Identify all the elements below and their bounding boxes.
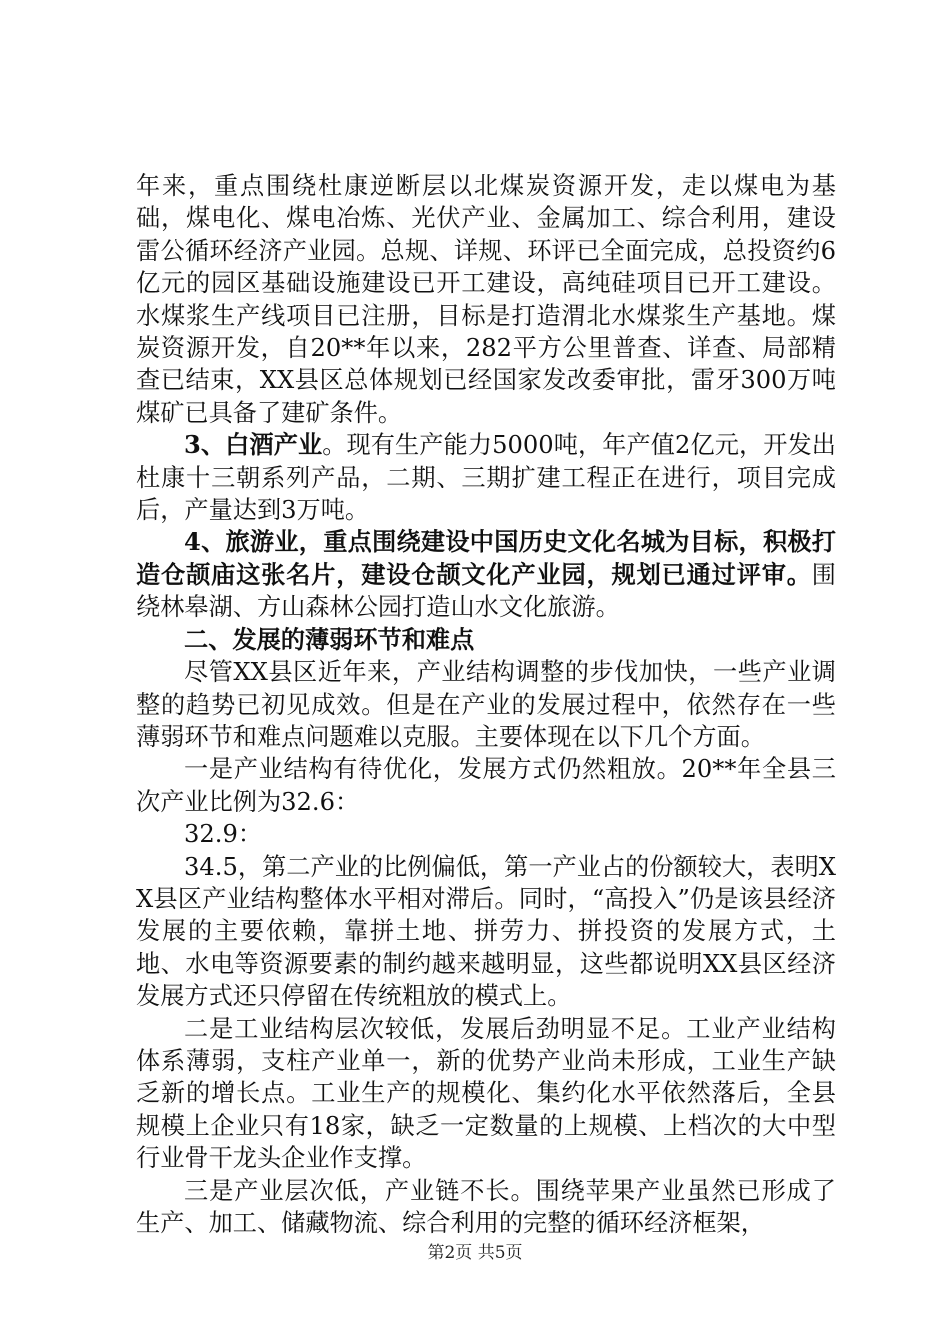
page-number-footer: 第2页 共5页	[427, 1243, 523, 1263]
paragraph-weaknesses-intro: 尽管XX县区近年来，产业结构调整的步伐加快，一些产业调整的趋势已初见成效。但是在产业的发展过程中，依然存在一些薄弱环节和难点问题难以克服。主要体现在以下几个方面。	[136, 658, 836, 751]
tourism-heading: 4、旅游业，重点围绕建设中国历史文化名城为目标，积极打造仓颉庙这张名片，建设仓颉文化产业园，规划已通过评审。	[136, 527, 836, 589]
paragraph-tourism	[136, 526, 836, 623]
paragraph-coal-industry: 年来，重点围绕杜康逆断层以北煤炭资源开发，走以煤电为基础，煤电化、煤电冶炼、光伏产业、金属加工、综合利用，建设雷公循环经济产业园。总规、详规、环评已全面完成，总投资约6亿元的园区基础设施建设已开工建设，高纯硅项目已开工建设。水煤浆生产线项目已注册，目标是打造渭北水煤浆生产基地。煤炭资源开发，自20**年以来，282平方公里普查、详查、局部精查已结束，XX县区总体规划已经国家发改委审批，雷牙300万吨煤矿已具备了建矿条件。	[136, 172, 836, 427]
paragraph-liquor-industry	[136, 429, 836, 526]
section-heading-weaknesses: 二、发展的薄弱环节和难点	[184, 624, 475, 654]
liquor-industry-text: 。现有生产能力5000吨，年产值2亿元，开发出杜康十三朝系列产品，二期、三期扩建工程正在进行，项目完成后，产量达到3万吨。	[136, 431, 836, 525]
paragraph-point-three: 三是产业层次低，产业链不长。围绕苹果产业虽然已形成了生产、加工、储藏物流、综合利用的完整的循环经济框架，	[136, 1176, 836, 1237]
paragraph-ratio-middle: 32.9：	[184, 820, 263, 849]
liquor-industry-heading: 3、白酒产业	[184, 430, 323, 460]
paragraph-point-one: 一是产业结构有待优化，发展方式仍然粗放。20**年全县三次产业比例为32.6：	[136, 755, 836, 816]
paragraph-point-two: 二是工业结构层次较低，发展后劲明显不足。工业产业结构体系薄弱，支柱产业单一，新的优势产业尚未形成，工业生产缺乏新的增长点。工业生产的规模化、集约化水平依然落后，全县规模上企业只有18家，缺乏一定数量的上规模、上档次的大中型行业骨干龙头企业作支撑。	[136, 1014, 836, 1173]
paragraph-ratio-continued: 34.5，第二产业的比例偏低，第一产业占的份额较大，表明XX县区产业结构整体水平相对滞后。同时，“高投入”仍是该县经济发展的主要依赖，靠拼土地、拼劳力、拼投资的发展方式，土地、水电等资源要素的制约越来越明显，这些都说明XX县区经济发展方式还只停留在传统粗放的模式上。	[136, 852, 836, 1011]
tourism-text: 围绕林皋湖、方山森林公园打造山水文化旅游。	[136, 560, 836, 622]
document-body	[136, 170, 836, 1239]
